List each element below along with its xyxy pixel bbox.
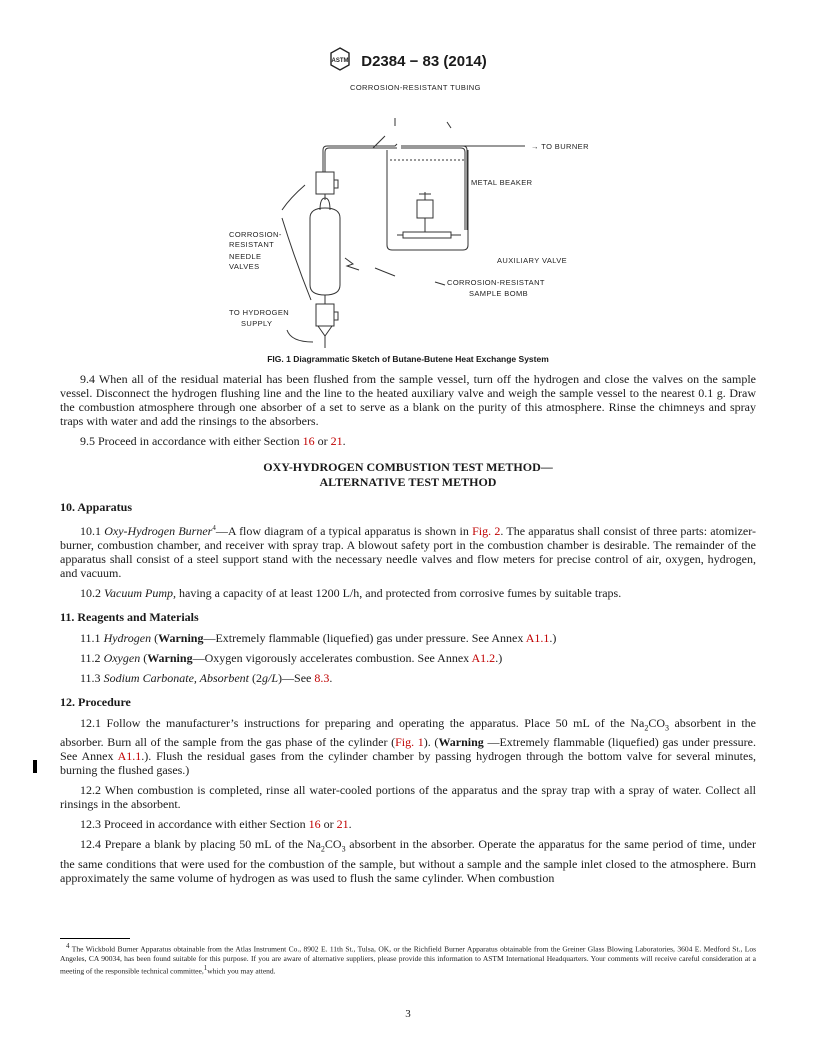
label-needle-valves-3: NEEDLE (229, 252, 262, 261)
label-bomb-2: SAMPLE BOMB (469, 289, 528, 298)
link-section-21[interactable]: 21 (330, 434, 343, 448)
link-section-16-b[interactable]: 16 (308, 817, 321, 832)
link-section-21-b[interactable]: 21 (336, 817, 349, 832)
link-annex-a1-2[interactable]: A1.2 (471, 651, 496, 665)
label-aux-valve: AUXILIARY VALVE (497, 256, 568, 265)
para-11-3: 11.3 Sodium Carbonate, Absorbent (2g/L)—See 8.3. (80, 671, 333, 685)
svg-text:ASTM: ASTM (331, 58, 349, 64)
link-annex-a1-1[interactable]: A1.1 (525, 631, 550, 645)
change-bar (33, 760, 37, 773)
figure-1-diagram (225, 80, 605, 350)
page-number: 3 (405, 1008, 411, 1020)
label-bomb-1: CORROSION-RESISTANT (447, 278, 545, 287)
label-needle-valves-2: RESISTANT (229, 240, 275, 249)
para-10-1: 10.1 Oxy-Hydrogen Burner$^4$—A flow diagram of a typical apparatus is shown in Fig. 2. The apparatus shall consist of three parts: atomizer-burner, combustion chamber, and receiver with spray trap. A blowout safety port in the combustion chamber is desirable. The remainder of the apparatus shall consist of a steel support stand with the necessary needle valves and flow meters for precise control of air, oxygen, hydrogen, and vacuum. (60, 524, 757, 580)
label-needle-valves-4: VALVES (229, 262, 260, 271)
method-heading: OXY-HYDROGEN COMBUSTION TEST METHOD— ALTERNATIVE TEST METHOD (263, 460, 553, 489)
label-h2-1: TO HYDROGEN (229, 308, 290, 317)
footnote-divider (60, 938, 130, 939)
section-heading-12: 12. Procedure (60, 695, 131, 709)
para-12-1: 12.1 Follow the manufacturer’s instructions for preparing and operating the apparatus. Place 50 mL of the $Na_2CO_3$ absorbent in the absorber. Burn all of the sample from the gas phase of the cylinder (Fig. 1). (Warning —Extremely flammable (liquefied) gas under pressure. See Annex A1.1.). Flush the residual gases from the cylinder chamber by passing hydrogen through the bottom valve for several minutes, burning the flushed gases.) (60, 716, 756, 778)
para-12-4: 12.4 Prepare a blank by placing 50 mL of the $Na_2CO_3$ absorbent in the absorber. Operate the apparatus for the same period of time, under the same conditions that were used for the combustion of the sample, but without a sample and the sample inlet closed to the atmosphere. Burn approximately the same volume of hydrogen as was used to flush the same cylinder. When combustion (60, 837, 756, 885)
link-section-16[interactable]: 16 (302, 434, 315, 448)
page-header (0, 47, 816, 76)
section-heading-10: 10. Apparatus (60, 500, 133, 514)
label-to-burner: → TO BURNER (531, 142, 589, 151)
astm-logo-icon (329, 47, 351, 76)
label-tubing: CORROSION-RESISTANT TUBING (350, 83, 481, 92)
para-10-2: 10.2 Vacuum Pump, having a capacity of at least 1200 L/h, and protected from corrosive fumes by suitable traps. (80, 586, 622, 600)
para-11-1: 11.1 Hydrogen (Warning—Extremely flammable (liquefied) gas under pressure. See Annex A1.1.) (80, 631, 557, 645)
label-needle-valves-1: CORROSION- (229, 230, 282, 239)
link-fig-1[interactable]: Fig. 1 (395, 735, 424, 750)
para-12-2: 12.2 When combustion is completed, rinse all water-cooled portions of the apparatus and the spray trap with a spray of water. Collect all rinsings in the absorbent. (60, 783, 756, 812)
figure-caption: FIG. 1 Diagrammatic Sketch of Butane-Butene Heat Exchange System (267, 354, 549, 364)
document-body (60, 372, 756, 891)
para-11-2: 11.2 Oxygen (Warning—Oxygen vigorously accelerates combustion. See Annex A1.2.) (80, 651, 503, 665)
section-heading-11: 11. Reagents and Materials (60, 610, 199, 624)
label-metal-beaker: METAL BEAKER (471, 178, 533, 187)
para-12-3: 12.3 Proceed in accordance with either Section 16 or 21. (80, 817, 352, 832)
label-h2-2: SUPPLY (241, 319, 273, 328)
link-fig-2[interactable]: Fig. 2 (472, 524, 501, 538)
link-annex-a1-1-b[interactable]: A1.1 (117, 749, 142, 764)
standard-designation: D2384 − 83 (2014) (361, 53, 487, 70)
link-section-8-3[interactable]: 8.3 (314, 671, 330, 685)
footnote-4: $^4$ The Wickbold Burner Apparatus obtainable from the Atlas Instrument Co., 8902 E. 11th St., Tulsa, OK, or the Richfield Burner Apparatus obtainable from the Greiner Glass Blowing Laboratories, 3604 E. Medford St., Los Angeles, CA 90034, has been found suitable for this purpose. If you are aware of alternative suppliers, please provide this information to ASTM International Headquarters. Your comments will receive careful consideration at a meeting of the responsible technical committee,$^1$which you may attend. (60, 942, 756, 975)
para-9-4: 9.4 When all of the residual material has been flushed from the sample vessel, turn off the hydrogen and close the valves on the sample vessel. Disconnect the hydrogen flushing line and the line to the heated auxiliary valve and weigh the sample vessel to the nearest 0.1 g. Draw the combustion atmosphere through one absorber of a set to serve as a blank on the purity of this atmosphere. Rinse the chimneys and spray traps with water and add the rinsings to the absorbers. (60, 372, 756, 428)
para-9-5: 9.5 Proceed in accordance with either Section 16 or 21. (80, 434, 346, 448)
